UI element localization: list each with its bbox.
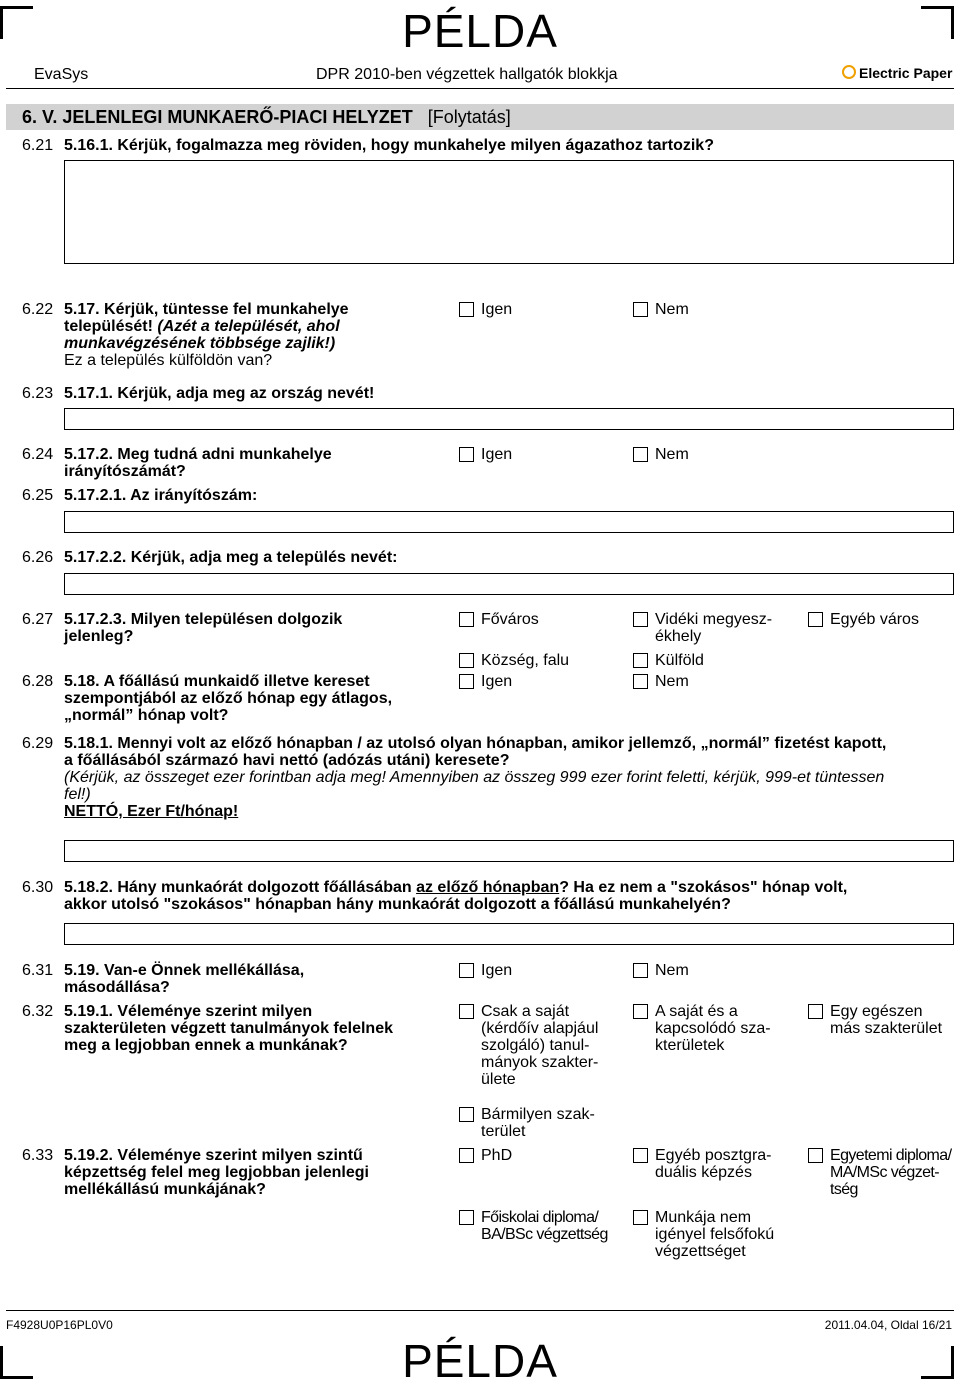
checkbox[interactable] — [459, 1004, 474, 1019]
electric-paper-logo: Electric Paper — [842, 65, 952, 81]
stamp-bottom: PÉLDA — [402, 1335, 558, 1387]
q623-text: 5.17.1. Kérjük, adja meg az ország nevét! — [64, 385, 375, 402]
checkbox[interactable] — [459, 447, 474, 462]
checkbox[interactable] — [459, 1148, 474, 1163]
checkbox[interactable] — [633, 674, 648, 689]
checkbox[interactable] — [633, 653, 648, 668]
q626-answer-box[interactable] — [64, 573, 954, 595]
q628-text: 5.18. A főállású munkaidő illetve kereset szempontjából az előző hónap egy átlagos, „normál” hónap volt? — [64, 673, 393, 724]
q621-answer-box[interactable] — [64, 160, 954, 264]
q633-num: 6.33 — [22, 1147, 54, 1164]
checkbox[interactable] — [633, 1148, 648, 1163]
checkbox[interactable] — [633, 963, 648, 978]
q630-num: 6.30 — [22, 879, 54, 896]
checkbox[interactable] — [459, 674, 474, 689]
stamp-top: PÉLDA — [402, 5, 558, 57]
q629-num: 6.29 — [22, 735, 54, 752]
q629-text: 5.18.1. Mennyi volt az előző hónapban / az utolsó olyan hónapban, amikor jellemző, „normál” fizetést kapott, a főállásából származó havi nettó (adózás utáni) keresete? (Kérjük, az összeget ezer forintban adja meg! Amennyiben az összeg 999 ezer forint feletti, kérjük, 999-et tüntessen fel!) NETTÓ, Ezer Ft/hónap! — [64, 735, 887, 820]
q625-num: 6.25 — [22, 487, 54, 504]
checkbox[interactable] — [633, 1004, 648, 1019]
q621-num: 6.21 — [22, 137, 54, 154]
q622-text: 5.17. Kérjük, tüntesse fel munkahelye települését! (Azét a települését, ahol munkavégzésének többsége zajlik!) Ez a település külföldön van? — [64, 301, 349, 369]
q631-num: 6.31 — [22, 962, 54, 979]
q628-num: 6.28 — [22, 673, 54, 690]
checkbox[interactable] — [808, 612, 823, 627]
checkbox[interactable] — [633, 612, 648, 627]
section-title: 6. V. JELENLEGI MUNKAERŐ-PIACI HELYZET [Folytatás] — [6, 104, 954, 130]
footer-page-info: 2011.04.04, Oldal 16/21 — [824, 1318, 952, 1332]
checkbox[interactable] — [459, 302, 474, 317]
header-left: EvaSys — [34, 66, 89, 83]
q627-num: 6.27 — [22, 611, 54, 628]
logo-icon — [842, 65, 856, 79]
checkbox[interactable] — [459, 612, 474, 627]
checkbox[interactable] — [633, 1210, 648, 1225]
q623-num: 6.23 — [22, 385, 54, 402]
checkbox[interactable] — [459, 1210, 474, 1225]
checkbox[interactable] — [633, 447, 648, 462]
q624-num: 6.24 — [22, 446, 54, 463]
q621-text: 5.16.1. Kérjük, fogalmazza meg röviden, hogy munkahelye milyen ágazathoz tartozik? — [64, 137, 714, 154]
q631-text: 5.19. Van-e Önnek mellékállása, másodállása? — [64, 962, 305, 996]
q632-num: 6.32 — [22, 1003, 54, 1020]
q626-text: 5.17.2.2. Kérjük, adja meg a település nevét: — [64, 549, 398, 566]
checkbox[interactable] — [459, 1107, 474, 1122]
q632-text: 5.19.1. Véleménye szerint milyen szakterületen végzett tanulmányok felelnek meg a legjobban ennek a munkának? — [64, 1003, 393, 1054]
footer-rule — [6, 1310, 954, 1311]
q630-text: 5.18.2. Hány munkaórát dolgozott főállásában az előző hónapban? Ha ez nem a "szokásos" hónap volt, akkor utolsó "szokásos" hónapban hány munkaórát dolgozott a főállású munkahelyén? — [64, 879, 848, 913]
q625-answer-box[interactable] — [64, 511, 954, 533]
q629-answer-box[interactable] — [64, 840, 954, 862]
checkbox[interactable] — [459, 653, 474, 668]
q633-text: 5.19.2. Véleménye szerint milyen szintű képzettség felel meg legjobban jelenlegi mellékállású munkájának? — [64, 1147, 369, 1198]
header-rule — [6, 88, 954, 89]
checkbox[interactable] — [459, 963, 474, 978]
q623-answer-box[interactable] — [64, 408, 954, 430]
q627-text: 5.17.2.3. Milyen településen dolgozik jelenleg? — [64, 611, 343, 645]
checkbox[interactable] — [633, 302, 648, 317]
footer-code: F4928U0P16PL0V0 — [6, 1318, 113, 1332]
q622-num: 6.22 — [22, 301, 54, 318]
checkbox[interactable] — [808, 1148, 823, 1163]
q624-text: 5.17.2. Meg tudná adni munkahelye irányítószámát? — [64, 446, 332, 480]
q630-answer-box[interactable] — [64, 923, 954, 945]
q626-num: 6.26 — [22, 549, 54, 566]
checkbox[interactable] — [808, 1004, 823, 1019]
q625-text: 5.17.2.1. Az irányítószám: — [64, 487, 258, 504]
header-center: DPR 2010-ben végzettek hallgatók blokkja — [316, 66, 618, 83]
